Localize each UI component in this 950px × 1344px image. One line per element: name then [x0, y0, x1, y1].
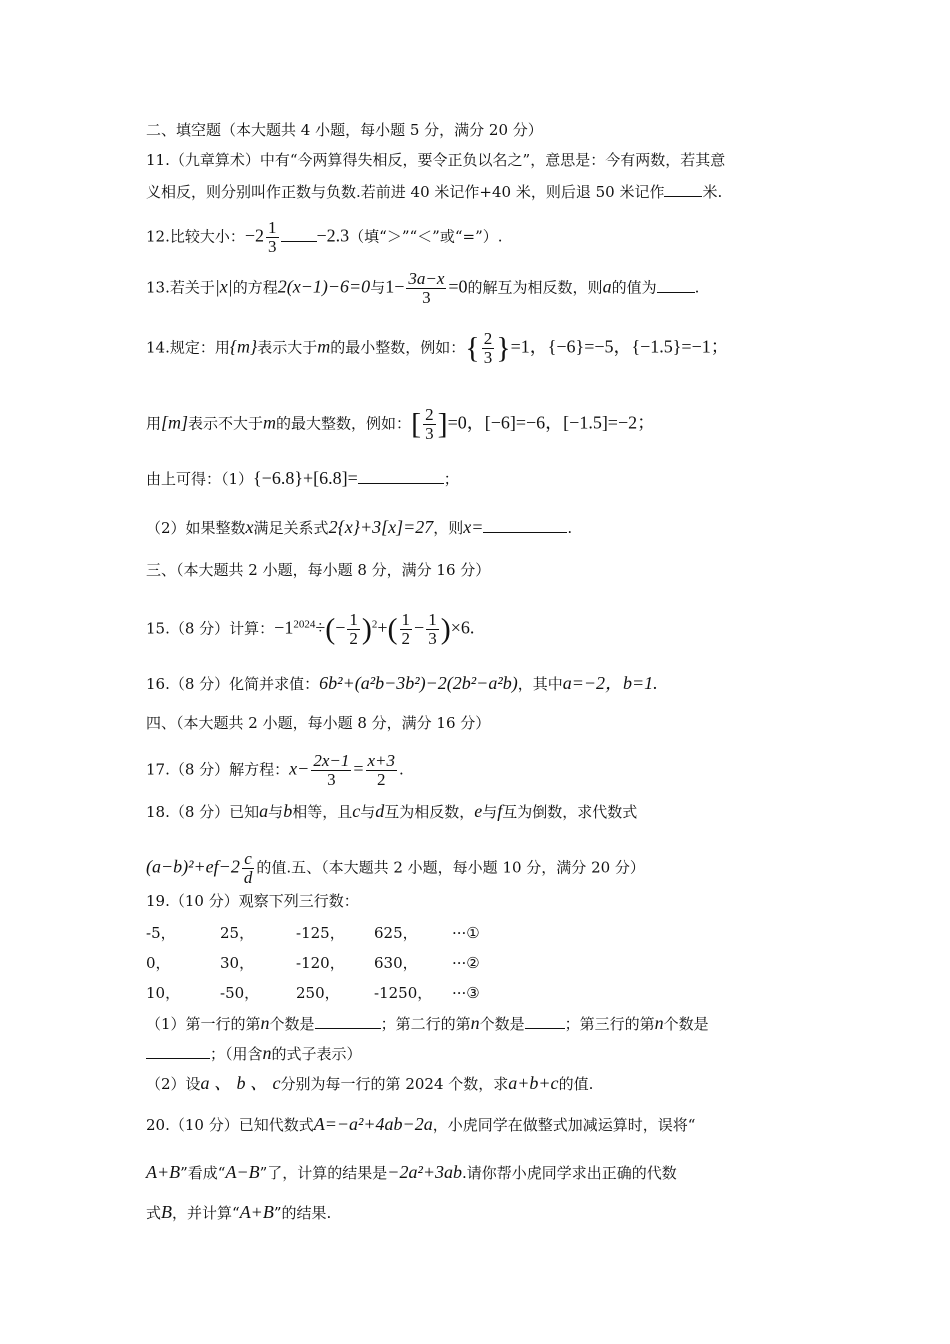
- table-cell: -125，: [296, 924, 345, 942]
- q14-m2: m: [263, 412, 277, 433]
- q19-p1b: 个数是: [269, 1015, 315, 1033]
- q18-t2: 相等，且: [292, 803, 353, 821]
- q12-answer-blank[interactable]: [281, 227, 317, 242]
- q19-p2-expr: a+b+c: [508, 1073, 559, 1093]
- table-cell: 30，: [220, 954, 255, 972]
- q17-prefix: 17.（8 分）解方程：: [146, 760, 290, 779]
- q20-l2-expr3: −2a²+3ab: [387, 1162, 462, 1182]
- q14-l2b: 表示不大于: [188, 414, 264, 433]
- q14-ex2: {−6}=−5，: [547, 336, 632, 357]
- q13-mid2: 与: [370, 278, 386, 297]
- q18-b: b: [283, 801, 293, 821]
- q19-n: n: [654, 1013, 664, 1033]
- q14-l4a: （2）如果整数: [146, 519, 246, 537]
- table-cell: ···①: [452, 924, 480, 942]
- q12-line: [146, 219, 503, 256]
- q19-p1d: 个数是: [479, 1015, 525, 1033]
- q18-expr: (a−b)²+ef−2: [146, 856, 240, 877]
- q19-part1-line1: [146, 1013, 709, 1034]
- q17-end: .: [399, 760, 404, 779]
- q15-prefix: 15.（8 分）计算：: [146, 619, 275, 638]
- q19-part1-line2: [146, 1043, 362, 1064]
- q19-p1c: ；第二行的第: [380, 1015, 471, 1033]
- q15-f1: $\frac{1}{2}$: [349, 610, 358, 648]
- q19-n: n: [470, 1013, 480, 1033]
- q19-p2a: （2）设: [146, 1075, 201, 1093]
- q15-t4: ×6.: [450, 617, 475, 638]
- q11-line2: [146, 182, 722, 202]
- q16-prefix: 16.（8 分）化简并求值：: [146, 675, 320, 693]
- q20-l3b: ，并计算“: [172, 1204, 240, 1222]
- q20-l1a: 20.（10 分）已知代数式: [146, 1116, 314, 1134]
- q18-t5: 与: [482, 803, 498, 821]
- q19-n: n: [262, 1043, 272, 1063]
- q20-l1-expr: A=−a²+4ab−2a: [313, 1114, 433, 1134]
- q18-fraction: $\frac{c}{d}$: [243, 849, 253, 887]
- q19-blank-row2[interactable]: [525, 1014, 565, 1029]
- q19-p1e: ；第三行的第: [564, 1015, 655, 1033]
- q20-l3a: 式: [146, 1204, 162, 1222]
- q11-text: 义相反，则分别叫作正数与负数.若前进 40 米记作+40 米，则后退 50 米记作: [146, 183, 665, 201]
- q14-l2a: 用: [146, 414, 162, 433]
- q14-l4b: 满足关系式: [253, 519, 329, 537]
- q20-l3-B: B: [161, 1202, 173, 1222]
- q16-cond: a=−2，b=1.: [562, 673, 658, 693]
- q18-line1: [146, 801, 637, 822]
- q14-l1c: 的最小整数，例如：: [330, 338, 466, 357]
- q19-blank-row3[interactable]: [146, 1044, 210, 1059]
- q13-eq1: 2(x−1)−6=0: [277, 276, 371, 297]
- q15-t2: ÷: [315, 617, 326, 638]
- table-cell: 630，: [374, 954, 418, 972]
- q12-rhs: −2.3: [316, 225, 350, 246]
- q14-square-m: [m]: [161, 412, 189, 433]
- q15-t3: +: [377, 617, 388, 638]
- q14-l1a: 14.规定：用: [146, 338, 230, 357]
- q15-t1-exp: 2024: [293, 618, 316, 631]
- q14-l3-end: ；: [443, 470, 459, 488]
- q18-f: f: [497, 801, 503, 821]
- q14-ex5: [−6]=−6，: [484, 412, 564, 433]
- q17-x: x−: [289, 758, 310, 779]
- q11-unit: 米.: [702, 183, 723, 201]
- section-2-title: 二、填空题（本大题共 4 小题，每小题 5 分，满分 20 分）: [146, 121, 543, 139]
- q14-ex3: {−1.5}=−1；: [631, 336, 729, 357]
- q15-line: 15.（8 分）计算：$-1^{2024}\div(-$ $\frac{1}{2}$ )$^2$+( $\frac{1}{2}$ − $\frac{1}{3}$ )×6.: [146, 610, 475, 648]
- q17-eq: =: [353, 758, 364, 779]
- q20-l2-expr2: A−B: [225, 1162, 260, 1182]
- q13-eq2-b: =0: [448, 276, 468, 297]
- table-cell: -1250，: [374, 984, 433, 1002]
- q20-l1b: ，小虎同学在做整式加减运算时，误将“: [432, 1116, 696, 1134]
- q13-prefix: 13.若关于: [146, 278, 215, 297]
- q19-p1f: 个数是: [663, 1015, 709, 1033]
- q16-expr: 6b²+(a²b−3b²)−2(2b²−a²b): [319, 673, 518, 693]
- q14-ex6: [−1.5]=−2；: [563, 412, 656, 433]
- q17-f1: $\frac{2x-1}{3}$: [313, 751, 350, 789]
- q14-l4-end: .: [567, 519, 573, 537]
- q16-line: [146, 673, 658, 694]
- q20-l3-expr: A+B: [239, 1202, 274, 1222]
- q18-e: e: [474, 801, 483, 821]
- q19-n: n: [260, 1013, 270, 1033]
- q14-ex1-fraction: $\frac{2}{3}$: [483, 329, 493, 367]
- q14-ex1-rhs: =1，: [510, 336, 548, 357]
- q14-part2-blank[interactable]: [483, 518, 567, 533]
- table-cell: -5，: [146, 924, 176, 942]
- q14-l3-expr: {−6.8}+[6.8]=: [253, 468, 358, 488]
- q14-l3a: 由上可得：（1）: [146, 470, 254, 488]
- q18-t6: 互为倒数，求代数式: [502, 803, 638, 821]
- q12-suffix: （填“＞”“＜”或“=”）.: [349, 227, 503, 246]
- q11-line1: 11.（九章算术）中有“今两算得失相反，要令正负以名之”，意思是：今有两数，若其意: [146, 151, 726, 169]
- q12-whole: −2: [244, 225, 265, 246]
- table-cell: 25，: [220, 924, 255, 942]
- q14-ex4-fraction: $\frac{2}{3}$: [425, 405, 434, 443]
- q20-l2c: .请你帮小虎同学求出正确的代数: [462, 1164, 677, 1182]
- table-cell: 10，: [146, 984, 181, 1002]
- table-cell: 250，: [296, 984, 340, 1002]
- q13-eq2-a: 1−: [385, 276, 405, 297]
- q18-t1: 与: [268, 803, 284, 821]
- q14-part1-blank[interactable]: [358, 469, 444, 484]
- q16-mid: ，其中: [517, 675, 563, 693]
- section-4-title: 四、（本大题共 2 小题，每小题 8 分，满分 16 分）: [146, 714, 491, 732]
- q15-f1-exp: 2: [371, 618, 378, 631]
- q14-l4-x2: x=: [463, 517, 484, 537]
- q14-l4-x: x: [245, 517, 254, 537]
- q19-p1a: （1）第一行的第: [146, 1015, 261, 1033]
- q18-a: a: [259, 801, 269, 821]
- q14-line4: [146, 517, 572, 538]
- q15-f3: $\frac{1}{3}$: [428, 610, 437, 648]
- q20-l2b: ”了，计算的结果是: [259, 1164, 388, 1182]
- q18-tail: 的值.五、（本大题共 2 小题，每小题 10 分，满分 20 分）: [256, 858, 645, 877]
- table-cell: -120，: [296, 954, 345, 972]
- q11-answer-blank[interactable]: [664, 182, 702, 197]
- q18-t3: 与: [360, 803, 376, 821]
- q13-absx: |x|: [214, 276, 233, 297]
- q19-p1h: 的式子表示）: [271, 1045, 362, 1063]
- q20-l2-expr1: A+B: [146, 1162, 181, 1182]
- q14-l1b: 表示大于: [257, 338, 318, 357]
- q13-fraction: $\frac{3a-x}{3}$: [408, 269, 445, 307]
- q18-d: d: [375, 801, 385, 821]
- q19-p2b: 分别为每一行的第 2024 个数，求: [280, 1075, 509, 1093]
- q15-t1: −1: [274, 617, 294, 638]
- q19-blank-row1[interactable]: [315, 1014, 381, 1029]
- q13-mid1: 的方程: [232, 278, 278, 297]
- q17-line: [146, 752, 404, 789]
- table-cell: ···③: [452, 984, 480, 1002]
- q13-var-a: a: [602, 276, 612, 297]
- q14-line2: 用[m]表示不大于m的最大整数，例如：[ $\frac{2}{3}$ ]=0，[−6]=−6，[−1.5]=−2；: [146, 405, 656, 443]
- q13-suffix: 的值为: [611, 278, 657, 297]
- q13-mid3: 的解互为相反数，则: [467, 278, 603, 297]
- q14-curly-m: {m}: [229, 336, 258, 357]
- q19-part2: [146, 1073, 593, 1094]
- table-cell: 625，: [374, 924, 418, 942]
- q13-line: 13.若关于|x|的方程2(x−1)−6=0与1− $\frac{3a-x}{3}$ =0的解互为相反数，则a的值为 .: [146, 269, 700, 307]
- q20-line1: [146, 1114, 695, 1135]
- q13-answer-blank[interactable]: [657, 278, 695, 293]
- q15-f2: $\frac{1}{2}$: [401, 610, 411, 648]
- q18-t4: 互为相反数，: [384, 803, 475, 821]
- q18-line2: [146, 850, 645, 887]
- q18-l1: 18.（8 分）已知: [146, 803, 260, 821]
- q20-line3: [146, 1202, 331, 1223]
- q14-l4c: ，则: [433, 519, 464, 537]
- q19-title: 19.（10 分）观察下列三行数：: [146, 892, 359, 910]
- q14-l2c: 的最大整数，例如：: [276, 414, 412, 433]
- q18-c: c: [352, 801, 361, 821]
- q14-line3: [146, 468, 459, 489]
- table-cell: -50，: [220, 984, 260, 1002]
- table-cell: 0，: [146, 954, 171, 972]
- q12-prefix: 12.比较大小：: [146, 227, 245, 246]
- q14-line1: 14.规定：用{m}表示大于m的最小整数，例如：{ $\frac{2}{3}$ }=1，{−6}=−5，{−1.5}=−1；: [146, 329, 729, 367]
- q14-l4-expr: 2{x}+3[x]=27: [328, 517, 434, 537]
- q17-f2: $\frac{x+3}{2}$: [367, 751, 396, 789]
- q19-p1g: ；（用含: [210, 1045, 263, 1063]
- q20-l3c: ”的结果.: [273, 1204, 332, 1222]
- q14-ex4-rhs: =0，: [447, 412, 485, 433]
- q20-l2a: ”看成“: [180, 1164, 226, 1182]
- q12-fraction: $\frac{1}{3}$: [268, 218, 277, 256]
- table-cell: ···②: [452, 954, 480, 972]
- section-3-title: 三、（本大题共 2 小题，每小题 8 分，满分 16 分）: [146, 561, 491, 579]
- q20-line2: [146, 1162, 677, 1183]
- q14-m1: m: [317, 336, 331, 357]
- q19-p2-vars: a 、 b 、 c: [200, 1073, 281, 1093]
- q19-p2c: 的值.: [558, 1075, 594, 1093]
